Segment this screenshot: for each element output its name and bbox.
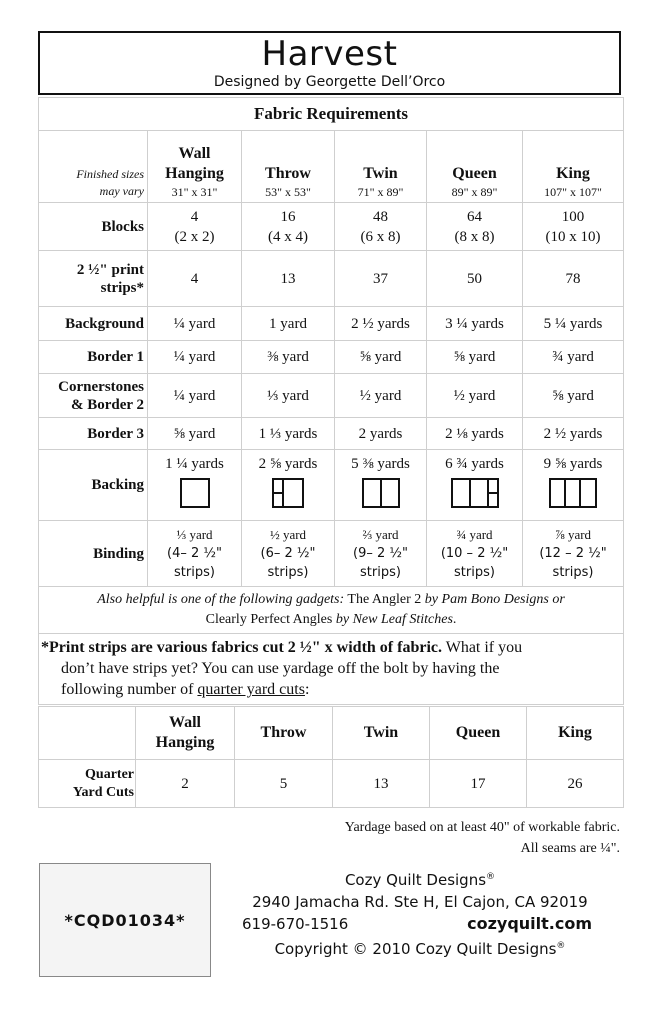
print-strips-cell: 37	[335, 251, 427, 307]
cornerstones-cell: ½ yard	[335, 374, 427, 418]
qyc-header-queen: Queen	[430, 707, 527, 760]
background-cell: 1 yard	[242, 307, 335, 341]
qyc-values-row	[39, 760, 624, 808]
qyc-cell: 13	[333, 760, 430, 808]
row-label-background: Background	[39, 307, 148, 341]
border1-cell: ⅝ yard	[335, 341, 427, 374]
print-strips-cell: 13	[242, 251, 335, 307]
single-panel-backing-icon	[180, 478, 210, 508]
border1-row	[39, 341, 624, 374]
registered-mark: ®	[556, 941, 566, 951]
backing-cell: 1 ¼ yards	[148, 450, 242, 521]
border3-cell: 1 ⅓ yards	[242, 418, 335, 450]
qyc-cell: 26	[527, 760, 624, 808]
size-header-throw: Throw 53" x 53"	[242, 131, 335, 203]
row-label-cornerstones: Cornerstones & Border 2	[39, 374, 148, 418]
border1-cell: ¾ yard	[523, 341, 624, 374]
gadgets-row	[39, 587, 624, 634]
designer-credit: Designed by Georgette Dell’Orco	[213, 74, 446, 90]
gadgets-note: Also helpful is one of the following gadgets: The Angler 2 by Pam Bono Designs or Clearly Perfect Angles by New Leaf Stitches.	[39, 587, 624, 634]
registered-mark: ®	[486, 872, 496, 882]
company-name: Cozy Quilt Designs	[344, 871, 487, 889]
company-phone: 619-670-1516	[242, 915, 349, 933]
finished-sizes-note: Finished sizes may vary	[39, 131, 148, 203]
two-panel-plus-strip-backing-icon	[451, 478, 499, 508]
qyc-header-twin: Twin	[333, 707, 430, 760]
background-cell: ¼ yard	[148, 307, 242, 341]
company-website-link[interactable]: cozyquilt.com	[467, 914, 592, 933]
background-cell: 3 ¼ yards	[427, 307, 523, 341]
cornerstones-row	[39, 374, 624, 418]
section-title: Fabric Requirements	[39, 98, 624, 131]
two-panel-backing-icon	[362, 478, 400, 508]
cornerstones-cell: ½ yard	[427, 374, 523, 418]
three-panel-backing-icon	[549, 478, 597, 508]
binding-cell: ½ yard (6– 2 ½" strips)	[242, 521, 335, 587]
blocks-cell: 48 (6 x 8)	[335, 203, 427, 251]
size-header-row	[39, 131, 624, 203]
background-cell: 5 ¼ yards	[523, 307, 624, 341]
row-label-border3: Border 3	[39, 418, 148, 450]
cornerstones-cell: ⅓ yard	[242, 374, 335, 418]
print-strips-cell: 50	[427, 251, 523, 307]
border3-cell: ⅝ yard	[148, 418, 242, 450]
fabric-requirements-table	[38, 97, 624, 705]
title-box	[38, 31, 621, 95]
binding-cell: ⅔ yard (9– 2 ½" strips)	[335, 521, 427, 587]
qyc-header-throw: Throw	[235, 707, 333, 760]
qyc-header-row	[39, 707, 624, 760]
print-strips-cell: 78	[523, 251, 624, 307]
qyc-empty-corner	[39, 707, 136, 760]
backing-cell: 6 ¾ yards	[427, 450, 523, 521]
backing-cell: 9 ⅝ yards	[523, 450, 624, 521]
row-label-quarter-yard-cuts: Quarter Yard Cuts	[39, 760, 136, 808]
blocks-cell: 100 (10 x 10)	[523, 203, 624, 251]
qyc-cell: 5	[235, 760, 333, 808]
border1-cell: ⅜ yard	[242, 341, 335, 374]
strip-note-row	[39, 634, 624, 705]
cornerstones-cell: ¼ yard	[148, 374, 242, 418]
company-address: 2940 Jamacha Rd. Ste H, El Cajon, CA 92019	[252, 893, 588, 911]
qyc-header-wall-hanging: Wall Hanging	[136, 707, 235, 760]
border1-cell: ¼ yard	[148, 341, 242, 374]
row-label-print-strips: 2 ½" print strips*	[39, 251, 148, 307]
split-strip-backing-icon	[272, 478, 304, 508]
row-label-backing: Backing	[39, 450, 148, 521]
size-header-king: King 107" x 107"	[523, 131, 624, 203]
blocks-cell: 16 (4 x 4)	[242, 203, 335, 251]
print-strips-note: *Print strips are various fabrics cut 2 ½" x width of fabric. What if you don’t have strips yet? You can use yardage off the bolt by having the following number of quarter yard cuts:	[39, 634, 624, 705]
backing-cell: 5 ⅜ yards	[335, 450, 427, 521]
pattern-title: Harvest	[261, 34, 398, 74]
print-strips-row	[39, 251, 624, 307]
row-label-blocks: Blocks	[39, 203, 148, 251]
border3-cell: 2 yards	[335, 418, 427, 450]
qyc-header-king: King	[527, 707, 624, 760]
size-header-twin: Twin 71" x 89"	[335, 131, 427, 203]
binding-cell: ⅓ yard (4– 2 ½" strips)	[148, 521, 242, 587]
border1-cell: ⅝ yard	[427, 341, 523, 374]
row-label-binding: Binding	[39, 521, 148, 587]
yardage-notes	[345, 817, 620, 859]
blocks-cell: 4 (2 x 2)	[148, 203, 242, 251]
background-row	[39, 307, 624, 341]
size-header-wall-hanging: Wall Hanging 31" x 31"	[148, 131, 242, 203]
quarter-yard-cuts-table	[38, 706, 624, 808]
binding-cell: ¾ yard (10 – 2 ½" strips)	[427, 521, 523, 587]
blocks-row	[39, 203, 624, 251]
copyright: Copyright © 2010 Cozy Quilt Designs	[274, 940, 557, 958]
backing-cell: 2 ⅝ yards	[242, 450, 335, 521]
product-code-box	[39, 863, 211, 977]
binding-row	[39, 521, 624, 587]
blocks-cell: 64 (8 x 8)	[427, 203, 523, 251]
border3-cell: 2 ½ yards	[523, 418, 624, 450]
company-info	[240, 866, 600, 960]
print-strips-cell: 4	[148, 251, 242, 307]
background-cell: 2 ½ yards	[335, 307, 427, 341]
yardage-note: Yardage based on at least 40" of workable fabric.	[344, 820, 620, 835]
cornerstones-cell: ⅝ yard	[523, 374, 624, 418]
qyc-cell: 2	[136, 760, 235, 808]
border3-cell: 2 ⅛ yards	[427, 418, 523, 450]
border3-row	[39, 418, 624, 450]
size-header-queen: Queen 89" x 89"	[427, 131, 523, 203]
binding-cell: ⅞ yard (12 – 2 ½" strips)	[523, 521, 624, 587]
backing-row	[39, 450, 624, 521]
row-label-border1: Border 1	[39, 341, 148, 374]
qyc-cell: 17	[430, 760, 527, 808]
seam-note: All seams are ¼".	[520, 841, 620, 856]
product-code: *CQD01034*	[64, 910, 186, 930]
